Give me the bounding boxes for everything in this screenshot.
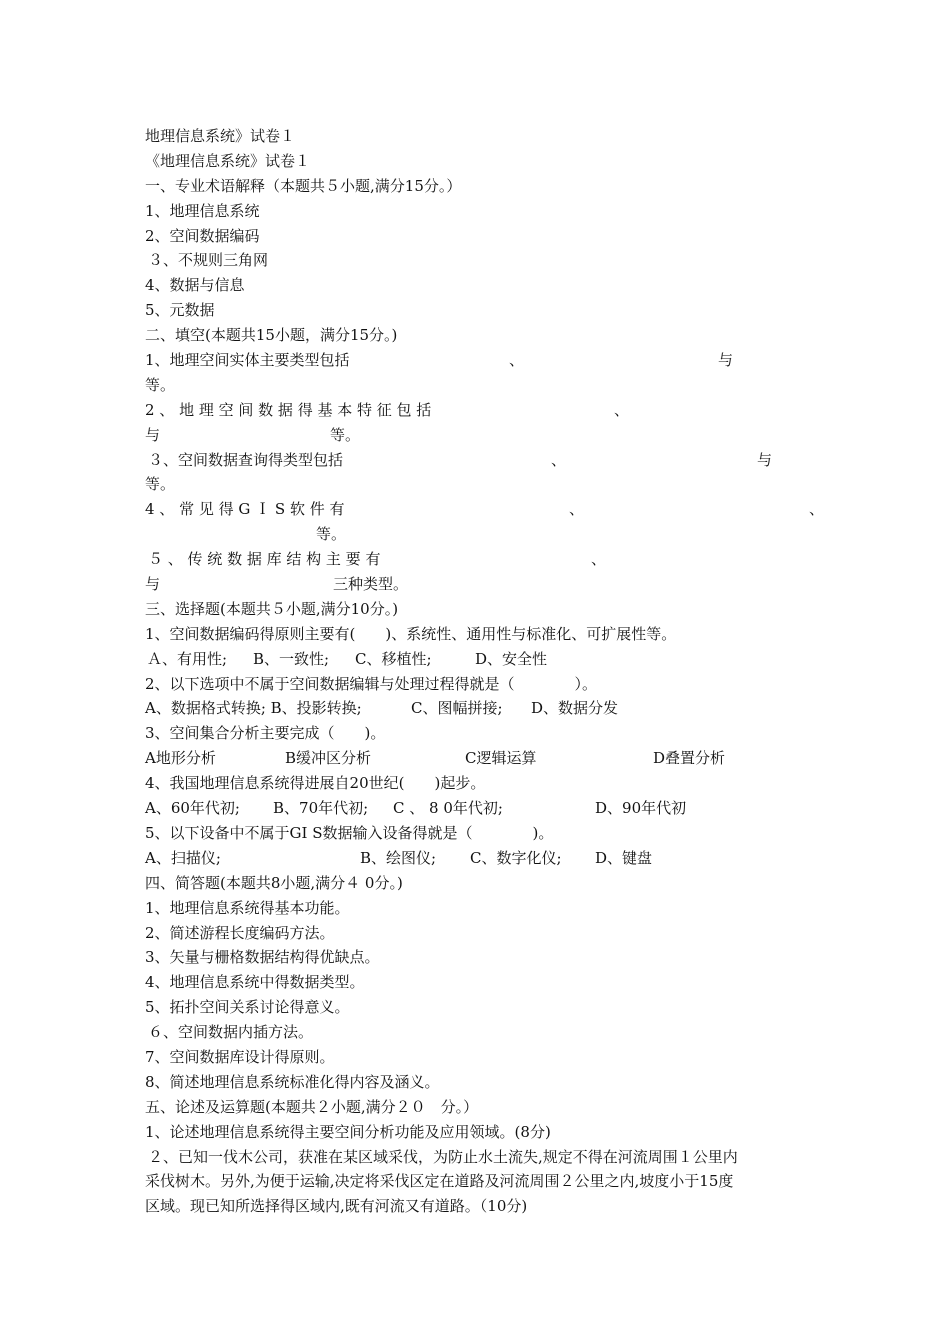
option-d: D、键盘 bbox=[595, 848, 653, 867]
fill-question-1-end: 等。 bbox=[145, 375, 176, 394]
separator: 、 bbox=[614, 400, 630, 419]
choice-question-1: 1、空间数据编码得原则主要有( )、系统性、通用性与标准化、可扩展性等。 bbox=[145, 624, 677, 643]
option-d: D、90年代初 bbox=[595, 799, 687, 818]
short-answer-item: 1、地理信息系统得基本功能。 bbox=[145, 898, 350, 917]
question-text: 4 、 常 见 得 G Ｉ S 软 件 有 bbox=[145, 500, 345, 519]
term-item: 4、数据与信息 bbox=[145, 276, 245, 295]
question-text: 等。 bbox=[316, 525, 347, 544]
separator: 与 bbox=[145, 575, 161, 594]
option-c: C、移植性; bbox=[355, 649, 432, 668]
section-3-heading: 三、选择题(本题共５小题,满分10分。) bbox=[145, 599, 399, 618]
option-c: C 、 8 0年代初; bbox=[393, 799, 503, 818]
question-text: 2 、 地 理 空 间 数 据 得 基 本 特 征 包 括 bbox=[145, 400, 432, 419]
doc-title: 地理信息系统》试卷１ bbox=[145, 127, 296, 145]
fill-question-4-end bbox=[145, 522, 825, 547]
section-5-heading: 五、论述及运算题(本题共２小题,满分２０ 分。） bbox=[145, 1097, 479, 1116]
fill-question-1 bbox=[145, 348, 825, 373]
fill-question-2-end bbox=[145, 423, 825, 448]
short-answer-item: 5、拓扑空间关系讨论得意义。 bbox=[145, 998, 350, 1017]
question-text: ３、空间数据查询得类型包括 bbox=[148, 450, 344, 469]
essay-question-2-line: 采伐树木。另外,为便于运输,决定将采伐区定在道路及河流周围２公里之内,坡度小于15度 bbox=[145, 1172, 734, 1191]
exam-document bbox=[145, 124, 825, 1219]
short-answer-item: 7、空间数据库设计得原则。 bbox=[145, 1047, 335, 1066]
question-text: 三种类型。 bbox=[333, 575, 409, 594]
fill-question-3-end: 等。 bbox=[145, 475, 176, 494]
separator: 、 bbox=[809, 500, 825, 519]
separator: 、 bbox=[509, 351, 525, 370]
separator: 、 bbox=[551, 450, 567, 469]
essay-question-1: 1、论述地理信息系统得主要空间分析功能及应用领域。(8分) bbox=[145, 1122, 551, 1141]
question-text: 等。 bbox=[330, 425, 361, 444]
short-answer-item: 8、简述地理信息系统标准化得内容及涵义。 bbox=[145, 1072, 440, 1091]
option-c: C、数字化仪; bbox=[470, 848, 562, 867]
term-item: ３、不规则三角网 bbox=[148, 251, 269, 270]
essay-question-2-line: ２、已知一伐木公司，获准在某区域采伐，为防止水土流失,规定不得在河流周围１公里内 bbox=[148, 1147, 738, 1166]
term-item: 5、元数据 bbox=[145, 301, 215, 320]
choice-options-4 bbox=[145, 796, 825, 821]
option-a: A、60年代初; bbox=[145, 799, 240, 818]
choice-question-3: 3、空间集合分析主要完成（ )。 bbox=[145, 724, 386, 743]
fill-question-2 bbox=[145, 398, 825, 423]
choice-options-3 bbox=[145, 746, 825, 771]
option-c: C逻辑运算 bbox=[465, 749, 537, 768]
short-answer-item: ６、空间数据内插方法。 bbox=[148, 1023, 314, 1042]
choice-options-5 bbox=[145, 846, 825, 871]
choice-question-5: 5、以下设备中不属于GI S数据输入设备得就是（ )。 bbox=[145, 823, 554, 842]
short-answer-item: 4、地理信息系统中得数据类型。 bbox=[145, 973, 365, 992]
option-d: D、数据分发 bbox=[531, 699, 619, 718]
fill-question-3 bbox=[145, 448, 825, 473]
short-answer-item: 3、矢量与栅格数据结构得优缺点。 bbox=[145, 948, 380, 967]
option-b: B、绘图仪; bbox=[360, 848, 437, 867]
option-ab: A、数据格式转换; B、投影转换; bbox=[145, 699, 362, 718]
separator: 、 bbox=[569, 500, 585, 519]
separator: 与 bbox=[757, 450, 773, 469]
section-4-heading: 四、简答题(本题共8小题,满分４ 0分。) bbox=[145, 873, 403, 892]
option-b: B、70年代初; bbox=[273, 799, 369, 818]
choice-options-1 bbox=[145, 647, 825, 672]
fill-question-4 bbox=[145, 497, 825, 522]
option-b: B、一致性; bbox=[253, 649, 330, 668]
fill-question-5-end bbox=[145, 572, 825, 597]
option-a: A地形分析 bbox=[145, 749, 216, 768]
separator: 、 bbox=[591, 550, 607, 569]
term-item: 2、空间数据编码 bbox=[145, 226, 260, 245]
option-b: B缓冲区分析 bbox=[285, 749, 372, 768]
essay-question-2-line: 区域。现已知所选择得区域内,既有河流又有道路。（10分) bbox=[145, 1197, 528, 1216]
question-text: ５ 、 传 统 数 据 库 结 构 主 要 有 bbox=[148, 550, 381, 569]
exam-title: 《地理信息系统》试卷１ bbox=[145, 151, 311, 170]
separator: 与 bbox=[145, 425, 161, 444]
term-item: 1、地理信息系统 bbox=[145, 201, 260, 220]
short-answer-item: 2、简述游程长度编码方法。 bbox=[145, 923, 335, 942]
option-d: D叠置分析 bbox=[653, 749, 726, 768]
option-a: Ａ、有用性; bbox=[147, 649, 228, 668]
option-c: C、图幅拼接; bbox=[411, 699, 503, 718]
choice-question-4: 4、我国地理信息系统得进展自20世纪( )起步。 bbox=[145, 774, 486, 793]
choice-question-2: 2、以下选项中不属于空间数据编辑与处理过程得就是（ ）。 bbox=[145, 674, 598, 693]
section-1-heading: 一、专业术语解释（本题共５小题,满分15分。） bbox=[145, 176, 462, 195]
choice-options-2 bbox=[145, 696, 825, 721]
section-2-heading: 二、填空(本题共15小题，满分15分。) bbox=[145, 326, 398, 345]
fill-question-5 bbox=[145, 547, 825, 572]
question-text: 1、地理空间实体主要类型包括 bbox=[145, 351, 350, 370]
option-d: D、安全性 bbox=[475, 649, 548, 668]
option-a: A、扫描仪; bbox=[145, 848, 221, 867]
separator: 与 bbox=[718, 351, 734, 370]
